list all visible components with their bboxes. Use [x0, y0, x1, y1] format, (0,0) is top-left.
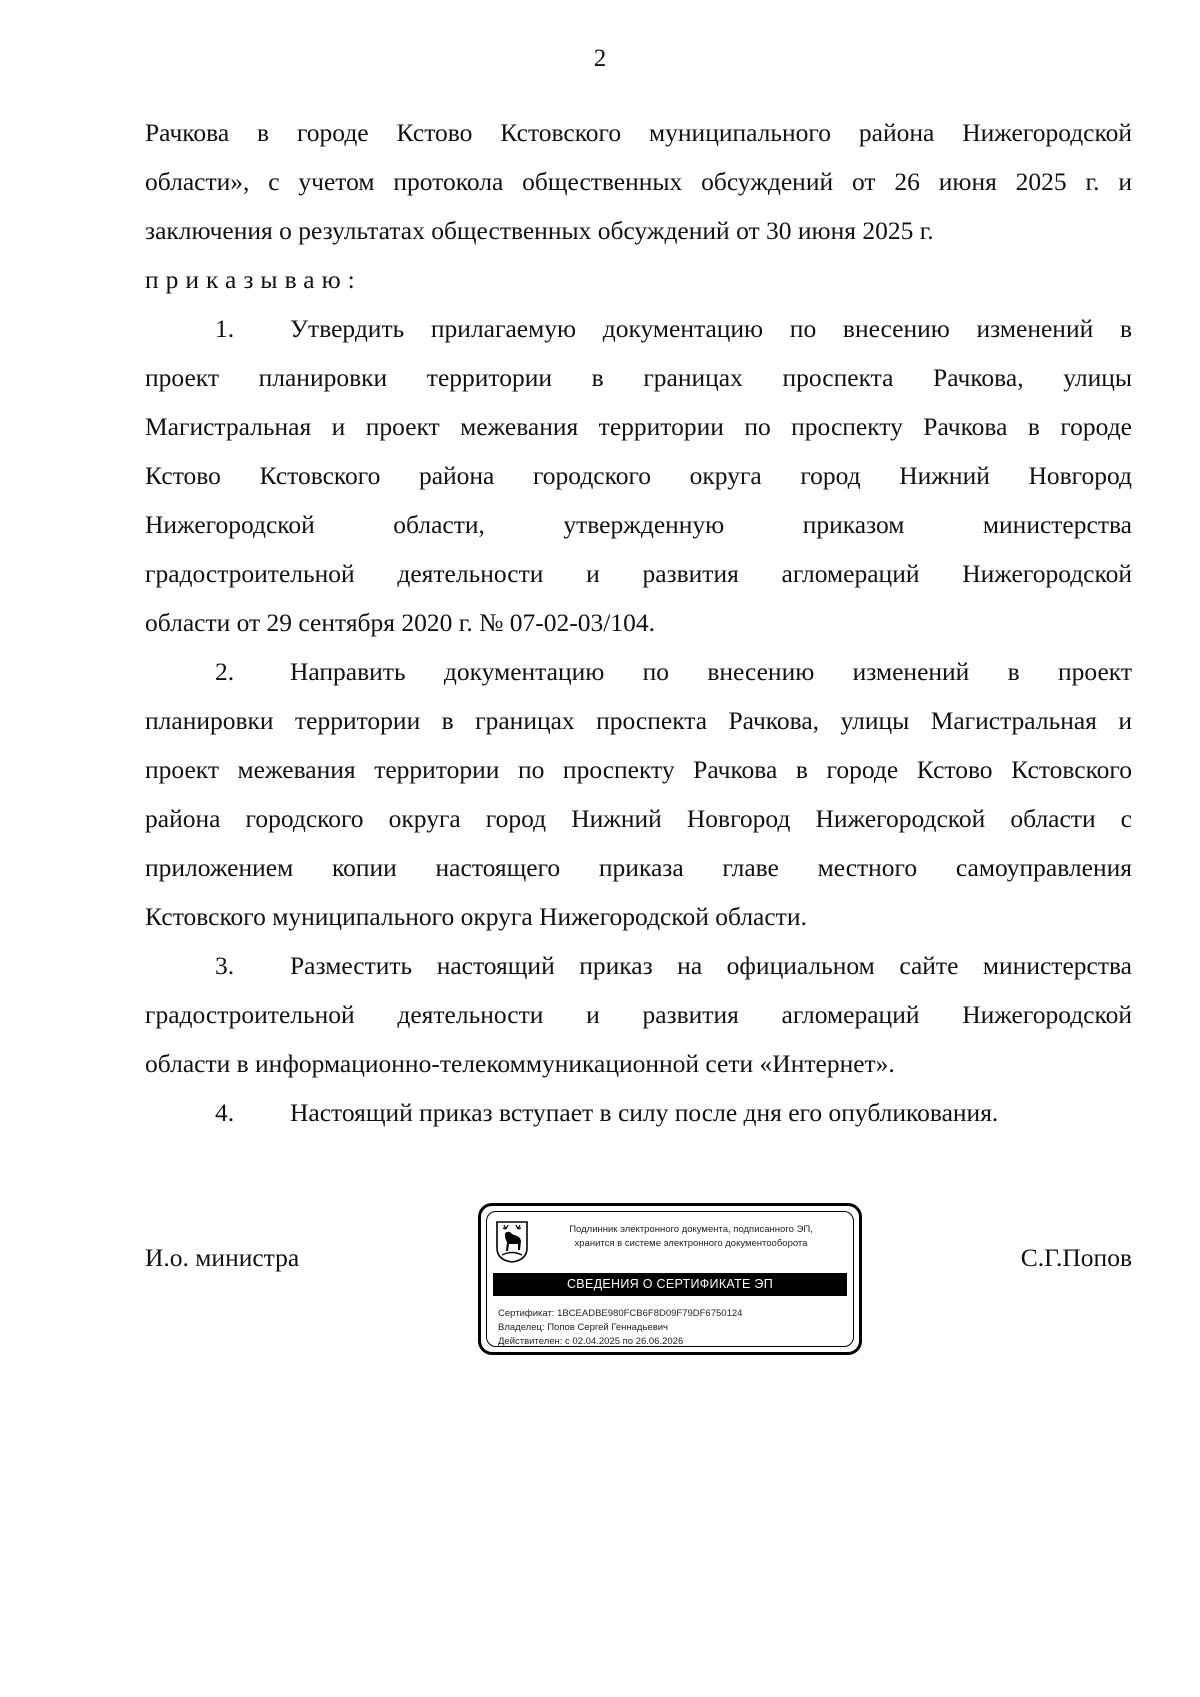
item-line: Нижегородской области, утвержденную приказом министерства [145, 510, 1132, 539]
intro-line: области», с учетом протокола общественных обсуждений от 26 июня 2025 г. и [145, 167, 1132, 196]
deer-emblem-icon [495, 1220, 529, 1264]
item-line: Магистральная и проект межевания территории по проспекту Рачкова в городе [145, 412, 1132, 441]
stamp-note-line: хранится в системе электронного документооборота [574, 1238, 808, 1249]
stamp-details [498, 1307, 742, 1349]
item-line: проект планировки территории в границах проспекта Рачкова, улицы [145, 363, 1132, 392]
item-line: района городского округа город Нижний Новгород Нижегородской области с [145, 804, 1132, 833]
stamp-note [541, 1223, 841, 1251]
list-item-first-line [145, 1088, 1132, 1137]
intro-line: Рачкова в городе Кстово Кстовского муниципального района Нижегородской [145, 118, 1132, 147]
certificate-owner: Владелец: Попов Сергей Геннадьевич [498, 1322, 669, 1333]
signer-title: И.о. министра [145, 1243, 300, 1272]
intro-line: заключения о результатах общественных обсуждений от 30 июня 2025 г. [145, 216, 934, 245]
list-item-first-line [145, 647, 1132, 696]
item-text: Настоящий приказ вступает в силу после дня его опубликования. [290, 1098, 999, 1127]
page-number: 2 [593, 45, 607, 72]
item-line: области от 29 сентября 2020 г. № 07-02-03/104. [145, 608, 655, 637]
item-number: 2. [215, 657, 235, 686]
item-line: градостроительной деятельности и развития агломераций Нижегородской [145, 1000, 1132, 1029]
item-number: 1. [215, 314, 235, 343]
item-line: приложением копии настоящего приказа главе местного самоуправления [145, 853, 1132, 882]
certificate-number: Сертификат: 1BCEADBE980FCB6F8D09F79DF6750124 [498, 1308, 743, 1319]
item-number: 3. [215, 951, 235, 980]
order-word: приказываю: [145, 265, 362, 294]
signer-name: С.Г.Попов [1020, 1243, 1132, 1272]
item-text: Утвердить прилагаемую документацию по внесению изменений в [290, 314, 1132, 343]
list-item-first-line [145, 941, 1132, 990]
item-number: 4. [215, 1098, 235, 1127]
item-text: Направить документацию по внесению изменений в проект [290, 657, 1132, 686]
item-line: Кстово Кстовского района городского округа город Нижний Новгород [145, 461, 1132, 490]
stamp-note-line: Подлинник электронного документа, подписанного ЭП, [569, 1224, 813, 1235]
item-line: области в информационно-телекоммуникационной сети «Интернет». [145, 1049, 895, 1078]
item-text: Разместить настоящий приказ на официальном сайте министерства [290, 951, 1132, 980]
stamp-header: СВЕДЕНИЯ О СЕРТИФИКАТЕ ЭП [493, 1273, 847, 1296]
item-line: градостроительной деятельности и развития агломераций Нижегородской [145, 559, 1132, 588]
item-line: проект межевания территории по проспекту Рачкова в городе Кстово Кстовского [145, 755, 1132, 784]
document-body [145, 108, 1132, 1137]
item-line: планировки территории в границах проспекта Рачкова, улицы Магистральная и [145, 706, 1132, 735]
certificate-validity: Действителен: с 02.04.2025 по 26.06.2026 [498, 1336, 684, 1347]
item-line: Кстовского муниципального округа Нижегородской области. [145, 902, 807, 931]
electronic-signature-stamp [478, 1203, 862, 1355]
list-item-first-line [145, 304, 1132, 353]
